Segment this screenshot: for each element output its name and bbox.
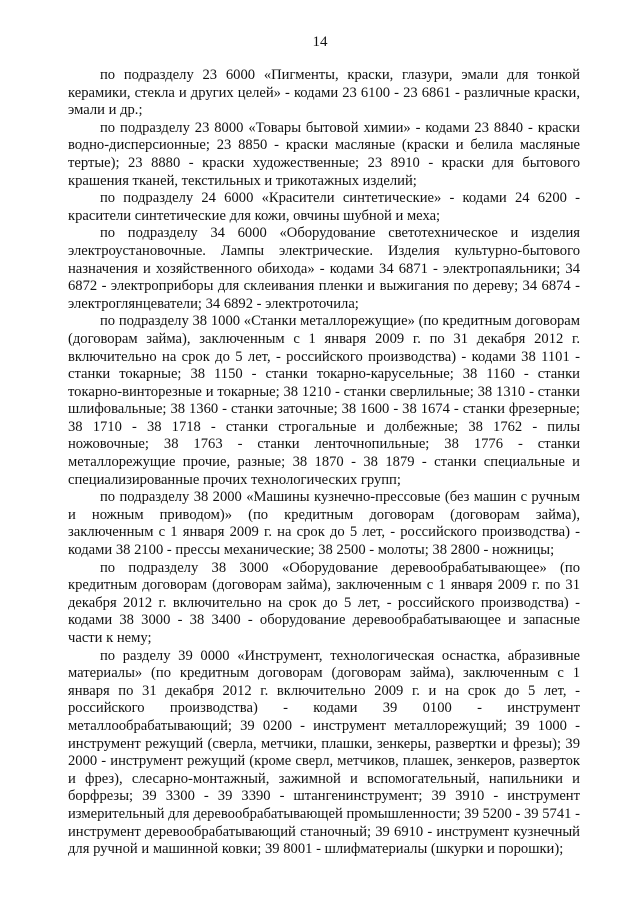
paragraph-subsection-34-6000: по подразделу 34 6000 «Оборудование светотехническое и изделия электроустановочные. Лампы электрические. Изделия культурно-бытового назначения и хозяйственного обихода» - кодами 34 6871 - электропаяльники; 34 6872 - электроприборы для склеивания пленки и выжигания по дереву; 34 6874 - электроглянцеватели; 34 6892 - электроточила;: [68, 225, 580, 312]
document-body: [68, 67, 580, 859]
paragraph-subsection-38-2000: по подразделу 38 2000 «Машины кузнечно-прессовые (без машин с ручным и ножным приводом)» (по кредитным договорам (договорам займа), заключенным с 1 января 2009 г. на срок до 5 лет, - российского производства) - кодами 38 2100 - прессы механические; 38 2500 - молоты; 38 2800 - ножницы;: [68, 489, 580, 559]
paragraph-subsection-38-1000: по подразделу 38 1000 «Станки металлорежущие» (по кредитным договорам (договорам займа), заключенным с 1 января 2009 г. по 31 декабря 2012 г. включительно на срок до 5 лет, - российского производства) - кодами 38 1101 - станки токарные; 38 1150 - станки токарно-карусельные; 38 1160 - станки токарно-винторезные и токарные; 38 1210 - станки сверлильные; 38 1310 - станки шлифовальные; 38 1360 - станки заточные; 38 1600 - 38 1674 - станки фрезерные; 38 1710 - 38 1718 - станки строгальные и долбежные; 38 1762 - пилы ножовочные; 38 1763 - станки ленточнопильные; 38 1776 - станки металлорежущие прочие, разные; 38 1870 - 38 1879 - станки специальные и специализированные прочих технологических групп;: [68, 313, 580, 488]
paragraph-subsection-23-8000: по подразделу 23 8000 «Товары бытовой химии» - кодами 23 8840 - краски водно-дисперсионные; 23 8850 - краски масляные (краски и белила масляные тертые); 23 8880 - краски художественные; 23 8910 - краски для бытового крашения тканей, текстильных и трикотажных изделий;: [68, 119, 580, 189]
paragraph-subsection-38-3000: по подразделу 38 3000 «Оборудование деревообрабатывающее» (по кредитным договорам (договорам займа), заключенным с 1 января 2009 г. по 31 декабря 2012 г. включительно на срок до 5 лет, - российского производства) - кодами 38 3000 - 38 3400 - оборудование деревообрабатывающее и запасные части к нему;: [68, 559, 580, 646]
paragraph-subsection-24-6000: по подразделу 24 6000 «Красители синтетические» - кодами 24 6200 - красители синтетические для кожи, овчины шубной и меха;: [68, 190, 580, 224]
paragraph-section-39-0000: по разделу 39 0000 «Инструмент, технологическая оснастка, абразивные материалы» (по кредитным договорам (договорам займа), заключенным с 1 января по 31 декабря 2012 г. включительно 2009 г. и на срок до 5 лет, - российского производства) - кодами 39 0100 - инструмент металлообрабатывающий; 39 0200 - инструмент металлорежущий; 39 1000 - инструмент режущий (сверла, метчики, плашки, зенкеры, развертки и фрезы); 39 2000 - инструмент режущий (кроме сверл, метчиков, плашек, зенкеров, разверток и фрез), слесарно-монтажный, зажимной и вспомогательный, напильники и борфрезы; 39 3300 - 39 3390 - штангенинструмент; 39 3910 - инструмент измерительный для деревообрабатывающей промышленности; 39 5200 - 39 5741 - инструмент деревообрабатывающий станочный; 39 6910 - инструмент кузнечный для ручной и машинной ковки; 39 8001 - шлифматериалы (шкурки и порошки);: [68, 647, 580, 858]
paragraph-subsection-23-6000: по подразделу 23 6000 «Пигменты, краски, глазури, эмали для тонкой керамики, стекла и других целей» - кодами 23 6100 - 23 6861 - различные краски, эмали и др.;: [68, 67, 580, 119]
page-number: 14: [312, 34, 328, 50]
